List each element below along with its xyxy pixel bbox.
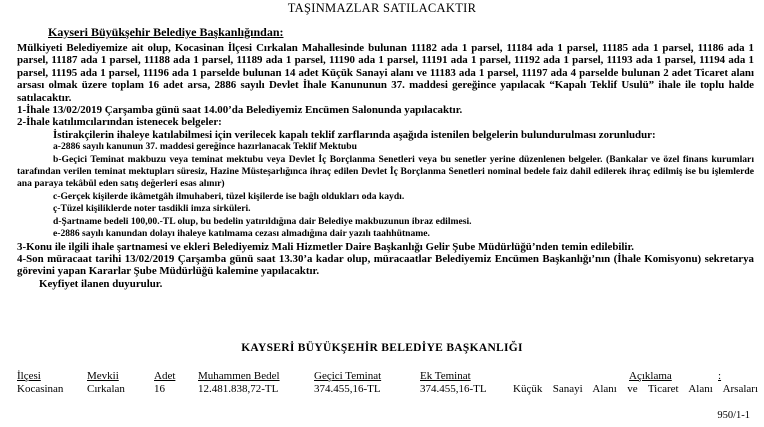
intro-paragraph: Mülkiyeti Belediyemize ait olup, Kocasinan İlçesi Cırkalan Mahallesinde bulunan 11182 ada 1 parsel, 11184 ada 1 parsel, 11185 ada 1 parsel, 11186 ada 1 parsel, 11187 ada 1 parsel, 11188 ada 1 parsel, 11189 ada 1 parsel, 11190 ada 1 parsel, 11191 ada 1 parsel, 11192 ada 1 parsel, 11193 ada 1 parsel, 11194 ada 1 parsel, 11195 ada 1 parsel, 11196 ada 1 parselde bulunan 14 adet Küçük Sanayi alanı ve 11183 ada 1 parsel, 11197 ada 4 parselde bulunan 2 adet Ticaret alanı arsası olmak üzere toplam 16 adet arsa, 2886 sayılı Devlet İhale Kanununun 37. maddesi gereğince yapılacak “Kapalı Teklif Usulü” ihale ile toplu halde satılacaktır.: [17, 42, 754, 104]
header-ilce: İlçesi: [17, 370, 41, 382]
item-2-cc: ç-Tüzel kişiliklerde noter tasdikli imza sirküleri.: [53, 203, 251, 215]
header-aciklama: Açıklama: [629, 370, 672, 382]
item-2-e: e-2886 sayılı kanundan dolayı ihaleye katılmama cezası almadığına dair yazılı taahhütname.: [53, 228, 430, 240]
item-2-b: b-Geçici Teminat makbuzu veya teminat mektubu veya Devlet İç Borçlanma Senetleri veya bu senetler yerine düzenlenen belgeler. (Bankalar ve özel finans kurumları tarafından verilen teminat mektupları süresiz, Hazine Müsteşarlığınca ihraç edilen Devlet İç Borçlanma Senetleri nominal bedele faiz dahil edilerek ihraç edilmiş ise bu işlemlerde ana paraya tekâbül eden satış değerleri esas alınır): [17, 153, 754, 190]
issuing-authority: Kayseri Büyükşehir Belediye Başkanlığından:: [48, 25, 284, 39]
item-2-intro: İstirakçilerin ihaleye katılabilmesi için verilecek kapalı teklif zarflarında aşağıda istenilen belgelerin bulundurulması zorunludur:: [53, 128, 656, 141]
table-header-row: [17, 370, 757, 383]
item-3: 3-Konu ile ilgili ihale şartnamesi ve ekleri Belediyemiz Mali Hizmetler Daire Başkanlığı Gelir Şube Müdürlüğü’nden temin edilebilir.: [17, 240, 635, 253]
cell-aciklama: Küçük Sanayi Alanı ve Ticaret Alanı Arsaları: [513, 383, 758, 395]
item-2: 2-İhale katılımcılarından istenecek belgeler:: [17, 116, 222, 129]
closing-line: Keyfiyet ilanen duyurulur.: [39, 277, 163, 290]
document-title: TAŞINMAZLAR SATILACAKTIR: [287, 1, 477, 15]
footer-code: 950/1-1: [717, 410, 750, 421]
cell-gecici: 374.455,16-TL: [314, 383, 381, 395]
item-2-c: c-Gerçek kişilerde ikâmetgâh ilmuhaberi, tüzel kişilerde ise bağlı oldukları oda kaydı.: [53, 190, 405, 202]
table-row: [17, 383, 757, 396]
item-2-a: a-2886 sayılı kanunun 37. maddesi gereğince hazırlanacak Teklif Mektubu: [53, 141, 357, 153]
cell-mevkii: Cırkalan: [87, 383, 125, 395]
cell-ek: 374.455,16-TL: [420, 383, 487, 395]
header-gecici: Geçici Teminat: [314, 370, 382, 382]
item-2-d: d-Şartname bedeli 100,00.-TL olup, bu bedelin yatırıldığına dair Belediye makbuzunun ibraz edilmesi.: [53, 215, 472, 227]
notice-body: [17, 42, 754, 290]
header-colon: :: [718, 370, 722, 382]
item-1: 1-İhale 13/02/2019 Çarşamba günü saat 14.00’da Belediyemiz Encümen Salonunda yapılacaktır.: [17, 104, 463, 117]
item-4: 4-Son müracaat tarihi 13/02/2019 Çarşamba günü saat 13.30’a kadar olup, müracaatlar Belediyemiz Encümen Başkanlığı’nın (İhale Komisyonu) sekretarya görevini yapan Kararlar Şube Müdürlüğü kalemine yapılacaktır.: [17, 252, 754, 278]
table-heading: KAYSERİ BÜYÜKŞEHİR BELEDİYE BAŞKANLIĞI: [241, 342, 523, 354]
cell-adet: 16: [154, 383, 165, 395]
header-ek: Ek Teminat: [420, 370, 471, 382]
header-mevkii: Mevkii: [87, 370, 119, 382]
cell-ilce: Kocasinan: [17, 383, 64, 395]
header-muhammen: Muhammen Bedel: [198, 370, 280, 382]
cell-muhammen: 12.481.838,72-TL: [198, 383, 279, 395]
header-adet: Adet: [154, 370, 176, 382]
property-table: [17, 370, 757, 396]
